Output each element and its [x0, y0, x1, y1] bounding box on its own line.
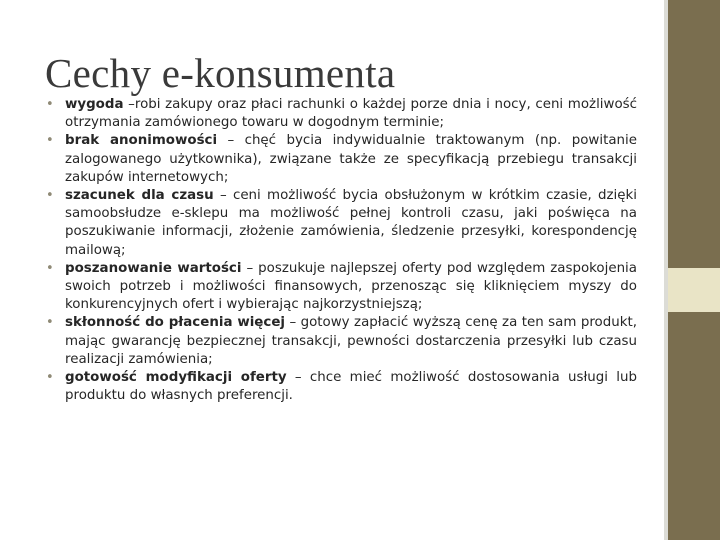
- bullet-term: szacunek dla czasu: [65, 188, 214, 204]
- bullet-text: – poszukuje najlepszej oferty pod względem zaspokojenia swoich potrzeb i możliwości finansowych, przenosząc się kliknięciem myszy do konkurencyjnych ofert i wybierając najkorzystniejszą;: [65, 260, 637, 313]
- bullet-item-gotowosc-modyfikacji: [45, 369, 637, 405]
- bullet-icon: •: [46, 260, 54, 276]
- bullet-icon: •: [46, 133, 54, 149]
- bullet-item-poszanowanie-wartosci: [45, 260, 637, 315]
- bullet-text: – chęć bycia indywidualnie traktowanym (np. powitanie zalogowanego użytkownika), związane także ze specyfikacją przebiegu transakcji zakupów internetowych;: [65, 133, 637, 185]
- bullet-text: – gotowy zapłacić wyższą cenę za ten sam produkt, mając gwarancję bezpiecznej transakcji, pewności dostarczenia przesyłki lub czasu realizacji zamówienia;: [65, 315, 637, 367]
- bullet-list-container: [45, 96, 637, 405]
- bullet-term: gotowość modyfikacji oferty: [65, 370, 287, 386]
- bullet-icon: •: [46, 188, 54, 204]
- bullet-text: – chce mieć możliwość dostosowania usługi lub produktu do własnych preferencji.: [65, 370, 637, 404]
- bullet-term: skłonność do płacenia więcej: [65, 315, 285, 331]
- bullet-text: –robi zakupy oraz płaci rachunki o każdej porze dnia i nocy, ceni możliwość otrzymania zamówionego towaru w dogodnym terminie;: [65, 97, 637, 131]
- bullet-term: brak anonimowości: [65, 133, 218, 149]
- bullet-icon: •: [46, 315, 54, 331]
- bullet-term: poszanowanie wartości: [65, 260, 242, 276]
- decorative-band-accent: [668, 268, 720, 312]
- bullet-item-brak-anonimowosci: [45, 132, 637, 187]
- bullet-icon: •: [46, 97, 54, 112]
- bullet-item-sklonnosc-do-placenia: [45, 314, 637, 369]
- bullet-list: [45, 96, 637, 405]
- bullet-item-szacunek-dla-czasu: [45, 187, 637, 260]
- bullet-term: wygoda: [65, 97, 124, 112]
- bullet-text: – ceni możliwość bycia obsłużonym w krótkim czasie, dzięki samoobsłudze e‑sklepu ma możliwość pełnej kontroli czasu, jaki poświęca na poszukiwanie informacji, złożenie zamówienia, śledzenie przesyłki, korespondencję mailową;: [65, 188, 637, 258]
- bullet-icon: •: [46, 370, 54, 386]
- bullet-item-wygoda: [45, 96, 637, 132]
- slide-title: Cechy e-konsumenta: [45, 50, 396, 97]
